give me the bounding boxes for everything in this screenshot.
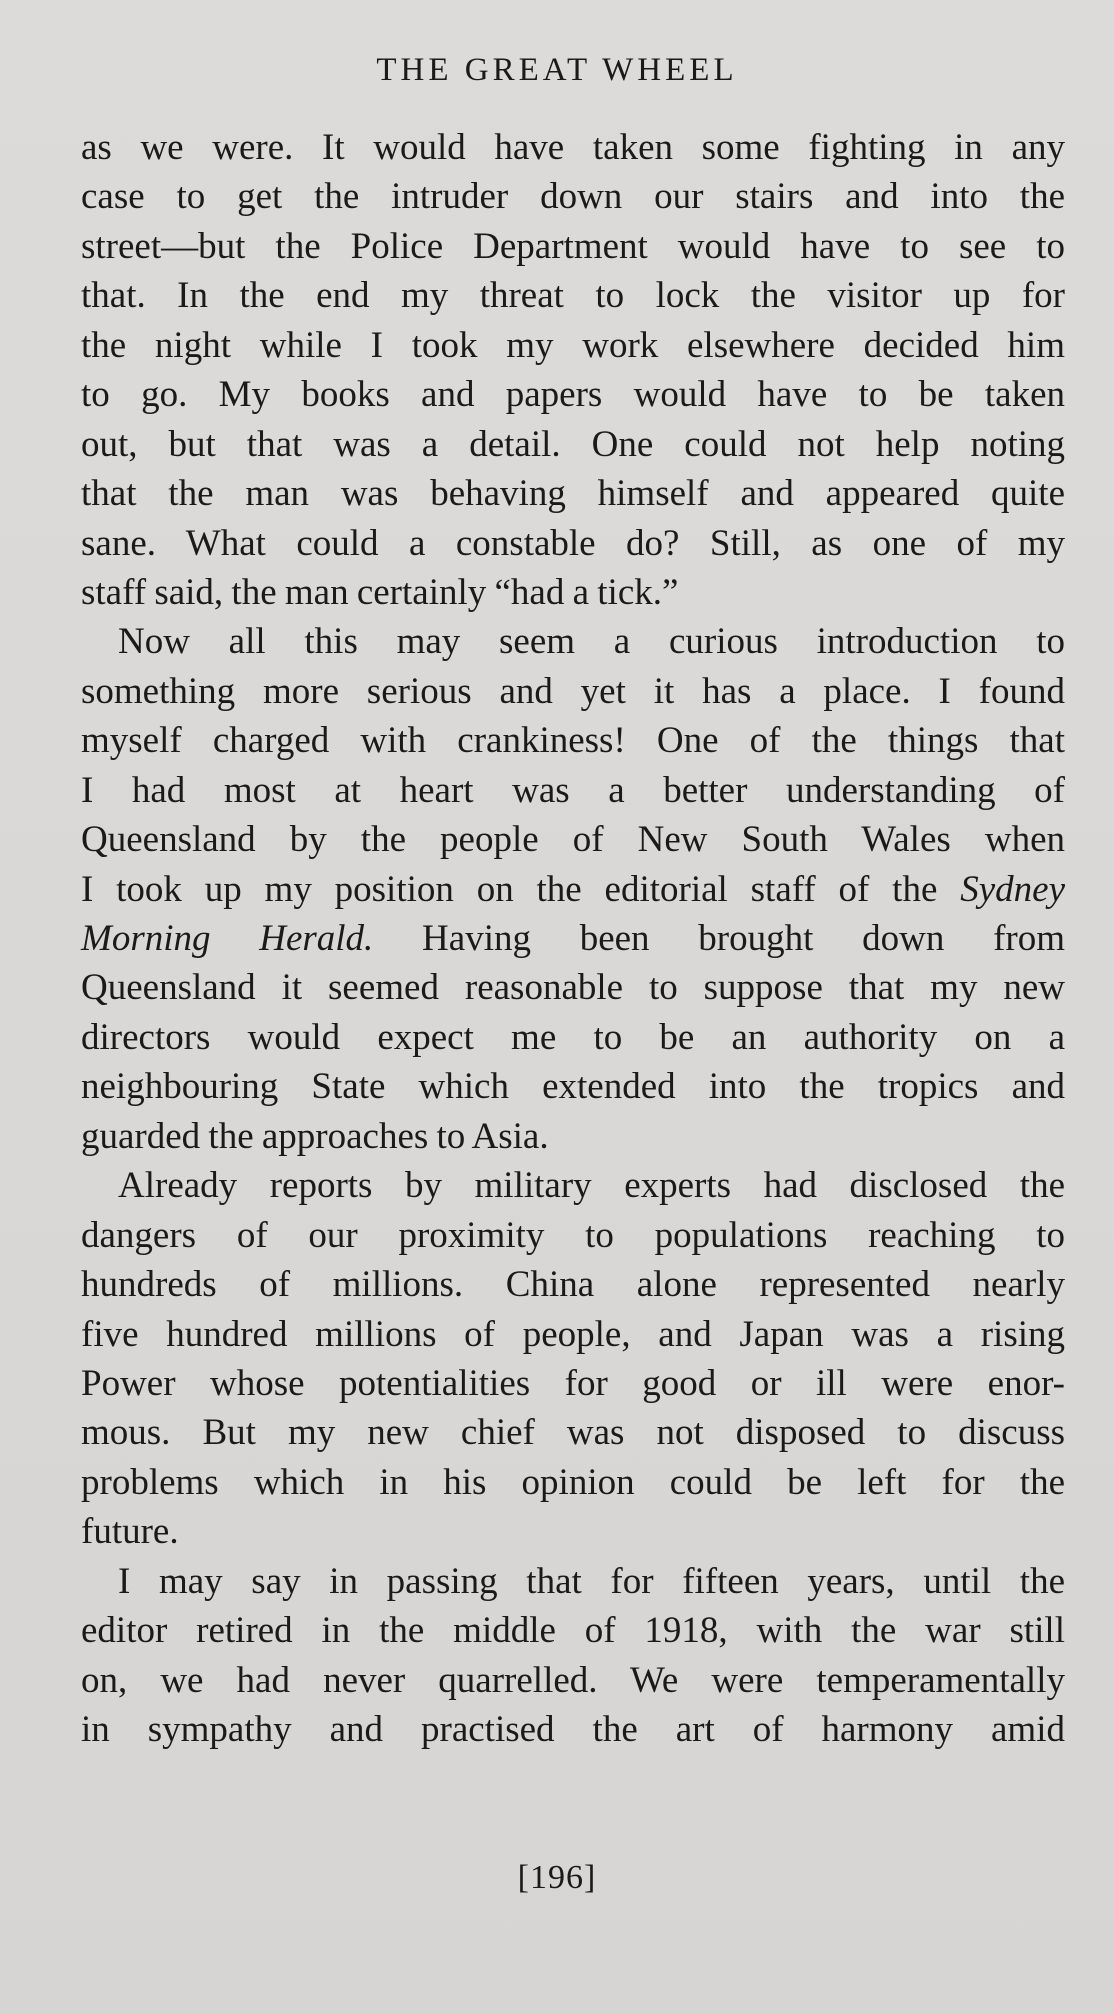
italic-run: Sydney <box>960 868 1065 910</box>
text-line: dangers of our proximity to populations reaching to <box>81 1214 1065 1256</box>
body-text <box>81 123 1065 1754</box>
text-line: hundreds of millions. China alone represented nearly <box>81 1264 1065 1306</box>
text-line: to go. My books and papers would have to be taken <box>81 374 1065 416</box>
text-line: I may say in passing that for fifteen years, until the <box>118 1560 1065 1602</box>
text-line: future. <box>81 1511 179 1553</box>
text-line: Now all this may seem a curious introduction to <box>118 621 1065 663</box>
text-line: mous. But my new chief was not disposed to discuss <box>81 1412 1065 1454</box>
text-line: Already reports by military experts had disclosed the <box>118 1165 1065 1207</box>
text-line: Power whose potentialities for good or ill were enor- <box>81 1362 1065 1404</box>
text-line-with-italic <box>81 865 1065 914</box>
text-line: something more serious and yet it has a place. I found <box>81 670 1065 712</box>
text-line: directors would expect me to be an authority on a <box>81 1016 1065 1058</box>
text-line: myself charged with crankiness! One of the things that <box>81 720 1065 762</box>
italic-run: Morning Herald. <box>81 918 374 959</box>
text-line: case to get the intruder down our stairs and into the <box>81 176 1065 218</box>
text-line: neighbouring State which extended into the tropics and <box>81 1066 1065 1108</box>
text-line-with-italic <box>81 914 1065 963</box>
text-line: Queensland by the people of New South Wales when <box>81 819 1065 861</box>
text-line: as we were. It would have taken some fighting in any <box>81 127 1065 168</box>
text-line: sane. What could a constable do? Still, as one of my <box>81 522 1065 564</box>
text-line: on, we had never quarrelled. We were temperamentally <box>81 1659 1065 1701</box>
text-line: out, but that was a detail. One could not help noting <box>81 423 1065 465</box>
text-run: Having been brought down from <box>373 918 1065 959</box>
text-line: problems which in his opinion could be left for the <box>81 1461 1065 1503</box>
text-line: the night while I took my work elsewhere decided him <box>81 324 1065 366</box>
text-line: staff said, the man certainly “had a tick.” <box>81 571 679 613</box>
text-line: that the man was behaving himself and appeared quite <box>81 473 1065 515</box>
page-number: [196] <box>517 1859 597 1896</box>
text-line: editor retired in the middle of 1918, with the war still <box>81 1610 1065 1652</box>
text-line: street—but the Police Department would have to see to <box>81 225 1065 267</box>
text-line: Queensland it seemed reasonable to suppose that my new <box>81 967 1065 1009</box>
text-line: I had most at heart was a better understanding of <box>81 769 1065 811</box>
text-line: that. In the end my threat to lock the visitor up for <box>81 275 1065 317</box>
text-line: five hundred millions of people, and Japan was a rising <box>81 1313 1065 1355</box>
text-line: in sympathy and practised the art of harmony amid <box>81 1709 1065 1750</box>
running-head: THE GREAT WHEEL <box>376 52 738 88</box>
text-run: I took up my position on the editorial staff of the <box>81 868 961 910</box>
text-line: guarded the approaches to Asia. <box>81 1115 549 1157</box>
